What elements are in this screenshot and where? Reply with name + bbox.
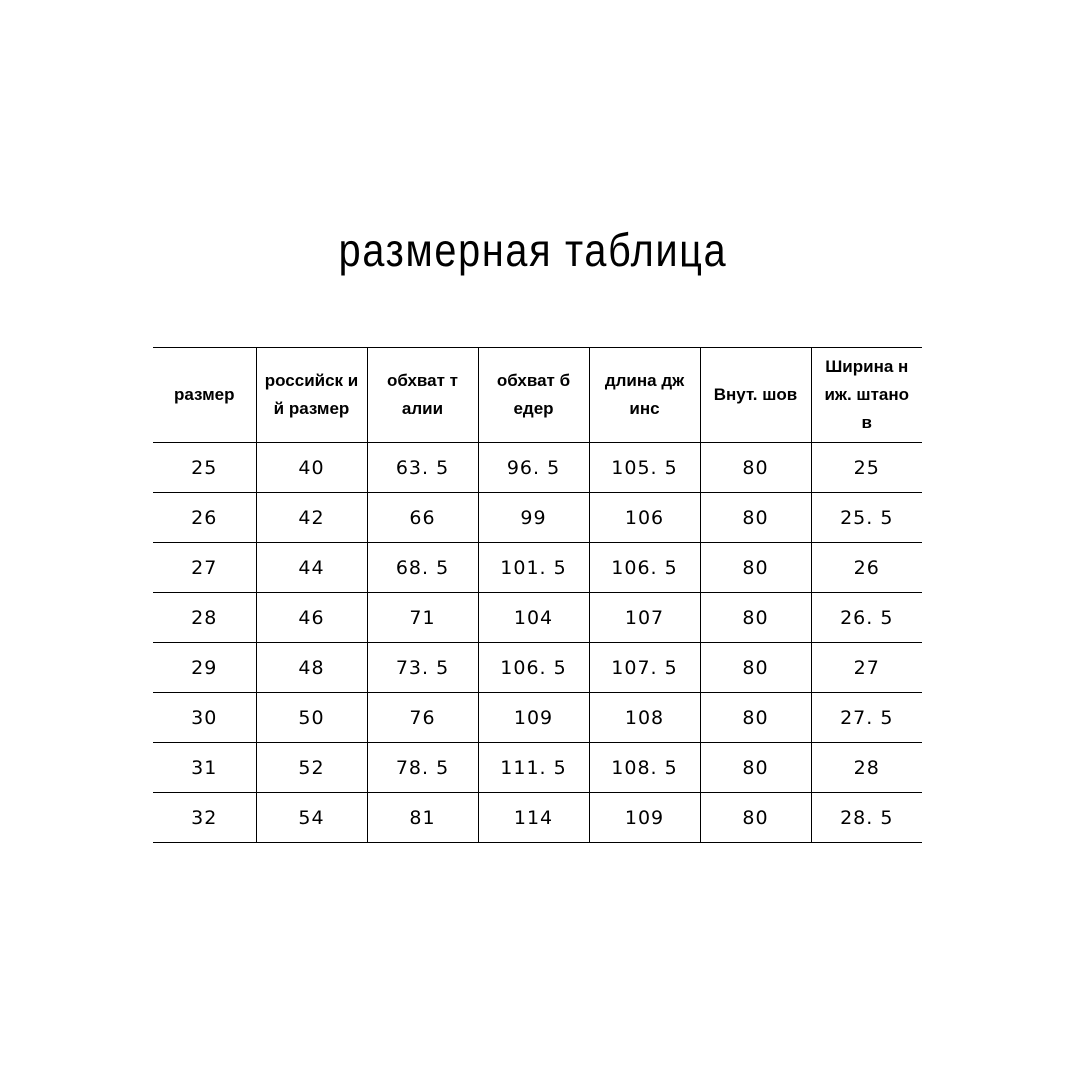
cell-size: 26 [153,493,256,543]
cell-size: 32 [153,793,256,843]
cell-size: 25 [153,443,256,493]
cell-size: 30 [153,693,256,743]
cell-inseam: 80 [700,493,811,543]
cell-inseam: 80 [700,643,811,693]
header-leg-opening: Ширина ниж. штанов [811,348,922,443]
cell-hips: 96. 5 [478,443,589,493]
cell-waist: 81 [367,793,478,843]
cell-jeans-length: 108. 5 [589,743,700,793]
cell-inseam: 80 [700,443,811,493]
cell-inseam: 80 [700,543,811,593]
cell-inseam: 80 [700,593,811,643]
page-title: размерная таблица [338,224,728,276]
cell-jeans-length: 107. 5 [589,643,700,693]
cell-waist: 63. 5 [367,443,478,493]
cell-leg-opening: 27 [811,643,922,693]
cell-hips: 99 [478,493,589,543]
cell-size: 31 [153,743,256,793]
cell-russian-size: 52 [256,743,367,793]
cell-russian-size: 48 [256,643,367,693]
cell-waist: 66 [367,493,478,543]
table-row [153,493,922,543]
cell-jeans-length: 107 [589,593,700,643]
cell-hips: 104 [478,593,589,643]
header-hips: обхват бедер [478,348,589,443]
cell-leg-opening: 26. 5 [811,593,922,643]
size-chart-table [153,347,922,843]
cell-russian-size: 40 [256,443,367,493]
cell-waist: 73. 5 [367,643,478,693]
header-waist: обхват талии [367,348,478,443]
table-row [153,543,922,593]
cell-jeans-length: 106 [589,493,700,543]
cell-inseam: 80 [700,693,811,743]
cell-russian-size: 46 [256,593,367,643]
cell-hips: 109 [478,693,589,743]
cell-leg-opening: 25 [811,443,922,493]
cell-jeans-length: 109 [589,793,700,843]
cell-waist: 78. 5 [367,743,478,793]
cell-leg-opening: 27. 5 [811,693,922,743]
cell-russian-size: 50 [256,693,367,743]
table-row [153,593,922,643]
cell-russian-size: 42 [256,493,367,543]
table-row [153,643,922,693]
header-jeans-length: длина джинс [589,348,700,443]
cell-size: 27 [153,543,256,593]
table-row [153,743,922,793]
cell-jeans-length: 105. 5 [589,443,700,493]
cell-size: 29 [153,643,256,693]
cell-jeans-length: 106. 5 [589,543,700,593]
header-russian-size: российск ий размер [256,348,367,443]
table-row [153,693,922,743]
table-row [153,793,922,843]
table-header-row [153,348,922,443]
cell-hips: 101. 5 [478,543,589,593]
cell-jeans-length: 108 [589,693,700,743]
cell-leg-opening: 28. 5 [811,793,922,843]
cell-leg-opening: 25. 5 [811,493,922,543]
cell-waist: 71 [367,593,478,643]
cell-leg-opening: 28 [811,743,922,793]
header-inseam: Внут. шов [700,348,811,443]
cell-waist: 68. 5 [367,543,478,593]
cell-size: 28 [153,593,256,643]
cell-hips: 111. 5 [478,743,589,793]
cell-hips: 106. 5 [478,643,589,693]
cell-russian-size: 54 [256,793,367,843]
cell-inseam: 80 [700,743,811,793]
cell-hips: 114 [478,793,589,843]
cell-waist: 76 [367,693,478,743]
header-size: размер [153,348,256,443]
table-row [153,443,922,493]
cell-leg-opening: 26 [811,543,922,593]
cell-russian-size: 44 [256,543,367,593]
cell-inseam: 80 [700,793,811,843]
